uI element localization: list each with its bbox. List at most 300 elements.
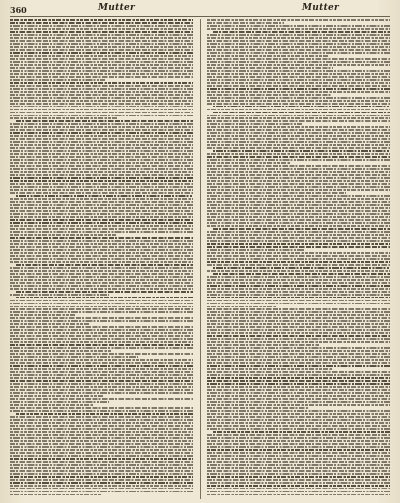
text-line — [207, 147, 390, 149]
text-line — [207, 85, 390, 87]
text-line — [207, 123, 302, 125]
text-line — [10, 300, 193, 302]
text-line — [207, 276, 390, 278]
text-line — [207, 401, 390, 403]
text-line — [207, 55, 328, 57]
text-line — [10, 383, 193, 385]
text-line — [10, 347, 193, 349]
text-line — [207, 341, 390, 343]
text-line — [207, 407, 307, 409]
text-line — [207, 183, 390, 185]
column-divider — [200, 19, 201, 499]
text-line — [10, 219, 193, 221]
text-line — [10, 234, 116, 236]
text-line — [10, 55, 193, 57]
text-line — [207, 380, 390, 382]
text-line — [207, 52, 390, 54]
text-line — [10, 317, 193, 319]
text-line — [10, 258, 193, 260]
text-line — [207, 300, 390, 302]
text-line — [207, 416, 390, 418]
text-line — [10, 485, 193, 487]
text-line — [10, 61, 193, 63]
text-line — [10, 440, 193, 442]
text-line — [207, 344, 318, 346]
text-line — [207, 455, 390, 457]
text-line — [10, 270, 193, 272]
text-line — [10, 204, 193, 206]
text-line — [207, 252, 390, 254]
text-line — [10, 171, 193, 173]
text-line — [10, 368, 193, 370]
text-line — [207, 180, 390, 182]
text-line — [10, 255, 193, 257]
text-line — [207, 491, 390, 493]
text-line — [10, 28, 193, 30]
text-line — [207, 314, 390, 316]
text-line — [10, 261, 193, 263]
text-line — [207, 258, 390, 260]
text-line — [213, 267, 390, 269]
text-line — [207, 132, 390, 134]
text-line — [10, 112, 193, 114]
text-line — [10, 470, 193, 472]
text-line — [10, 386, 193, 388]
text-line — [16, 120, 193, 122]
text-line — [207, 91, 390, 93]
text-line — [10, 362, 193, 364]
text-line — [207, 350, 390, 352]
text-line — [10, 332, 193, 334]
text-line — [10, 320, 193, 322]
text-line — [10, 329, 193, 331]
text-line — [10, 231, 193, 233]
text-line — [207, 129, 390, 131]
text-line — [10, 70, 193, 72]
text-line — [207, 494, 390, 496]
text-line — [10, 31, 193, 33]
text-line — [207, 94, 331, 96]
text-line — [10, 240, 193, 242]
text-line — [207, 165, 390, 167]
text-line — [10, 76, 193, 78]
text-line — [207, 386, 390, 388]
text-line — [10, 37, 193, 39]
text-line — [213, 31, 390, 33]
text-line — [10, 150, 193, 152]
text-line — [207, 338, 390, 340]
text-line — [207, 362, 390, 364]
text-line — [10, 64, 193, 66]
text-line — [207, 222, 390, 224]
text-line — [10, 314, 76, 316]
text-line — [207, 135, 390, 137]
text-line — [207, 270, 390, 272]
text-line — [207, 291, 390, 293]
text-line — [207, 70, 390, 72]
text-line — [207, 162, 289, 164]
text-line — [10, 94, 193, 96]
text-line — [207, 371, 390, 373]
text-line — [207, 61, 390, 63]
text-line — [207, 49, 390, 51]
text-line — [207, 25, 390, 27]
text-line — [10, 79, 105, 81]
text-line — [10, 353, 193, 355]
text-line — [10, 464, 193, 466]
text-line — [207, 395, 390, 397]
text-line — [207, 240, 390, 242]
text-line — [10, 153, 193, 155]
text-line — [207, 255, 390, 257]
text-line — [207, 237, 390, 239]
text-line — [207, 67, 333, 69]
text-line — [207, 207, 390, 209]
text-line — [207, 100, 390, 102]
text-line — [10, 135, 193, 137]
text-line — [10, 398, 193, 400]
text-line — [10, 273, 193, 275]
text-line — [10, 473, 193, 475]
text-line — [207, 22, 284, 24]
text-line — [10, 106, 193, 108]
text-line — [10, 267, 193, 269]
text-line — [207, 210, 390, 212]
text-line — [10, 126, 193, 128]
text-line — [10, 156, 193, 158]
text-line — [207, 320, 390, 322]
text-line — [10, 177, 193, 179]
text-line — [10, 458, 193, 460]
text-line — [207, 482, 390, 484]
text-line — [207, 449, 390, 451]
text-line — [10, 350, 112, 352]
text-line — [10, 174, 193, 176]
text-line — [207, 326, 390, 328]
text-line — [207, 219, 390, 221]
text-line — [10, 192, 193, 194]
text-line — [10, 25, 193, 27]
running-head-left: Mutter — [98, 3, 136, 13]
text-line — [10, 159, 193, 161]
text-line — [207, 359, 390, 361]
text-line — [10, 58, 193, 60]
text-line — [207, 294, 390, 296]
text-line — [213, 273, 390, 275]
text-line — [207, 452, 390, 454]
text-line — [10, 237, 193, 239]
text-line — [207, 419, 390, 421]
text-line — [10, 282, 193, 284]
text-line — [10, 335, 193, 337]
text-line — [10, 446, 193, 448]
text-line — [207, 225, 390, 227]
text-line — [207, 171, 390, 173]
text-line — [10, 356, 138, 358]
text-line — [10, 180, 193, 182]
text-line — [207, 88, 390, 90]
text-line — [10, 288, 193, 290]
text-line — [207, 374, 390, 376]
text-line — [207, 204, 390, 206]
text-line — [207, 97, 390, 99]
text-line — [10, 323, 89, 325]
text-line — [207, 353, 390, 355]
text-line — [207, 231, 390, 233]
text-line — [10, 461, 193, 463]
text-line — [10, 198, 193, 200]
text-line — [10, 488, 193, 490]
text-line — [207, 138, 390, 140]
text-line — [10, 279, 193, 281]
text-line — [10, 189, 193, 191]
text-line — [207, 329, 390, 331]
text-line — [207, 43, 390, 45]
text-line — [207, 434, 390, 436]
text-line — [10, 452, 193, 454]
text-line — [207, 141, 390, 143]
text-line — [10, 476, 193, 478]
page-number: 360 — [10, 4, 27, 15]
text-line — [10, 168, 193, 170]
text-line — [10, 311, 193, 313]
text-line — [10, 374, 193, 376]
text-line — [207, 473, 390, 475]
text-line — [207, 476, 390, 478]
text-line — [207, 377, 390, 379]
page-header — [10, 3, 390, 17]
text-line — [207, 288, 390, 290]
text-line — [10, 216, 193, 218]
text-line — [10, 428, 193, 430]
text-line — [10, 434, 193, 436]
text-line — [10, 371, 193, 373]
text-line — [207, 332, 390, 334]
text-line — [10, 141, 193, 143]
text-line — [10, 308, 193, 310]
text-line — [207, 488, 390, 490]
text-line — [10, 85, 193, 87]
text-line — [10, 422, 193, 424]
text-line — [10, 210, 193, 212]
text-line — [213, 228, 390, 230]
text-line — [207, 279, 390, 281]
text-line — [207, 282, 390, 284]
text-line — [10, 49, 193, 51]
text-line — [207, 79, 390, 81]
text-line — [10, 482, 193, 484]
text-line — [207, 392, 390, 394]
text-line — [10, 225, 193, 227]
text-line — [10, 228, 193, 230]
text-line — [10, 285, 193, 287]
text-line — [207, 437, 390, 439]
text-line — [207, 264, 390, 266]
text-line — [207, 311, 390, 313]
text-line — [10, 19, 193, 21]
text-line — [10, 303, 193, 305]
text-line — [207, 201, 390, 203]
text-line — [207, 422, 390, 424]
text-line — [10, 144, 193, 146]
text-line — [10, 416, 193, 418]
text-line — [207, 285, 390, 287]
text-line — [10, 306, 193, 308]
text-line — [207, 195, 390, 197]
text-line — [10, 103, 193, 105]
text-line — [10, 252, 193, 254]
text-line — [207, 156, 390, 158]
text-line — [207, 82, 390, 84]
text-column-right — [207, 19, 390, 499]
text-line — [207, 470, 390, 472]
text-line — [207, 19, 390, 21]
text-line — [207, 243, 390, 245]
text-line — [207, 177, 390, 179]
text-line — [207, 246, 390, 248]
text-line — [10, 165, 193, 167]
text-line — [213, 112, 390, 114]
text-line — [10, 183, 193, 185]
text-line — [207, 446, 390, 448]
text-line — [10, 377, 193, 379]
text-line — [207, 73, 390, 75]
text-line — [10, 100, 193, 102]
text-line — [207, 398, 390, 400]
text-line — [10, 425, 193, 427]
text-line — [10, 67, 193, 69]
text-line — [213, 150, 390, 152]
text-line — [207, 308, 390, 310]
text-line — [10, 494, 101, 496]
text-line — [207, 335, 390, 337]
text-line — [207, 440, 390, 442]
text-line — [10, 186, 193, 188]
text-line — [10, 249, 193, 251]
text-line — [10, 91, 193, 93]
text-line — [207, 159, 390, 161]
text-line — [10, 407, 193, 409]
text-line — [10, 46, 193, 48]
text-line — [207, 198, 390, 200]
text-line — [207, 249, 304, 251]
text-line — [207, 306, 276, 308]
text-line — [10, 243, 193, 245]
text-line — [10, 22, 193, 24]
text-line — [207, 323, 390, 325]
text-line — [10, 395, 103, 397]
text-line — [207, 144, 390, 146]
text-line — [10, 222, 193, 224]
text-line — [10, 40, 193, 42]
text-line — [10, 294, 109, 296]
text-line — [207, 410, 390, 412]
text-line — [10, 491, 193, 493]
text-line — [207, 46, 390, 48]
text-line — [207, 303, 390, 305]
text-line — [207, 186, 390, 188]
text-line — [207, 103, 390, 105]
text-line — [10, 431, 193, 433]
text-line — [207, 76, 390, 78]
text-line — [207, 37, 390, 39]
text-line — [207, 461, 390, 463]
text-line — [10, 449, 193, 451]
text-line — [10, 52, 193, 54]
text-line — [10, 404, 94, 406]
text-line — [10, 479, 193, 481]
text-line — [10, 359, 193, 361]
text-line — [207, 425, 390, 427]
text-line — [10, 338, 193, 340]
text-line — [207, 317, 390, 319]
text-line — [207, 389, 390, 391]
text-line — [207, 404, 390, 406]
text-line — [207, 216, 390, 218]
text-line — [207, 109, 390, 111]
text-line — [207, 261, 390, 263]
text-line — [10, 213, 193, 215]
text-line — [207, 40, 390, 42]
text-line — [10, 207, 193, 209]
text-line — [207, 126, 390, 128]
text-line — [10, 344, 193, 346]
text-line — [10, 326, 193, 328]
text-line — [207, 383, 390, 385]
text-line — [207, 485, 390, 487]
text-line — [207, 168, 390, 170]
text-line — [207, 464, 390, 466]
text-line — [10, 455, 193, 457]
text-line — [207, 153, 390, 155]
text-line — [207, 428, 390, 430]
text-line — [10, 117, 118, 119]
text-line — [10, 82, 193, 84]
text-line — [207, 347, 390, 349]
text-line — [10, 147, 193, 149]
text-line — [207, 479, 390, 481]
text-line — [16, 291, 193, 293]
text-line — [10, 115, 193, 117]
text-line — [10, 201, 193, 203]
text-line — [207, 458, 390, 460]
text-line — [207, 64, 390, 66]
text-line — [10, 401, 109, 403]
text-line — [207, 58, 390, 60]
text-line — [207, 368, 333, 370]
text-line — [10, 162, 193, 164]
text-line — [207, 120, 390, 122]
text-line — [207, 356, 390, 358]
text-line — [207, 234, 390, 236]
text-line — [207, 467, 390, 469]
text-line — [213, 431, 390, 433]
text-line — [16, 264, 193, 266]
text-line — [10, 73, 193, 75]
text-line — [16, 413, 193, 415]
text-line — [10, 246, 193, 248]
text-line — [10, 365, 193, 367]
text-column-left — [10, 19, 193, 499]
text-line — [10, 389, 193, 391]
text-line — [10, 467, 193, 469]
text-line — [207, 413, 390, 415]
text-line — [10, 109, 193, 111]
text-line — [207, 297, 390, 299]
text-line — [10, 138, 193, 140]
text-line — [10, 132, 193, 134]
text-line — [10, 392, 193, 394]
